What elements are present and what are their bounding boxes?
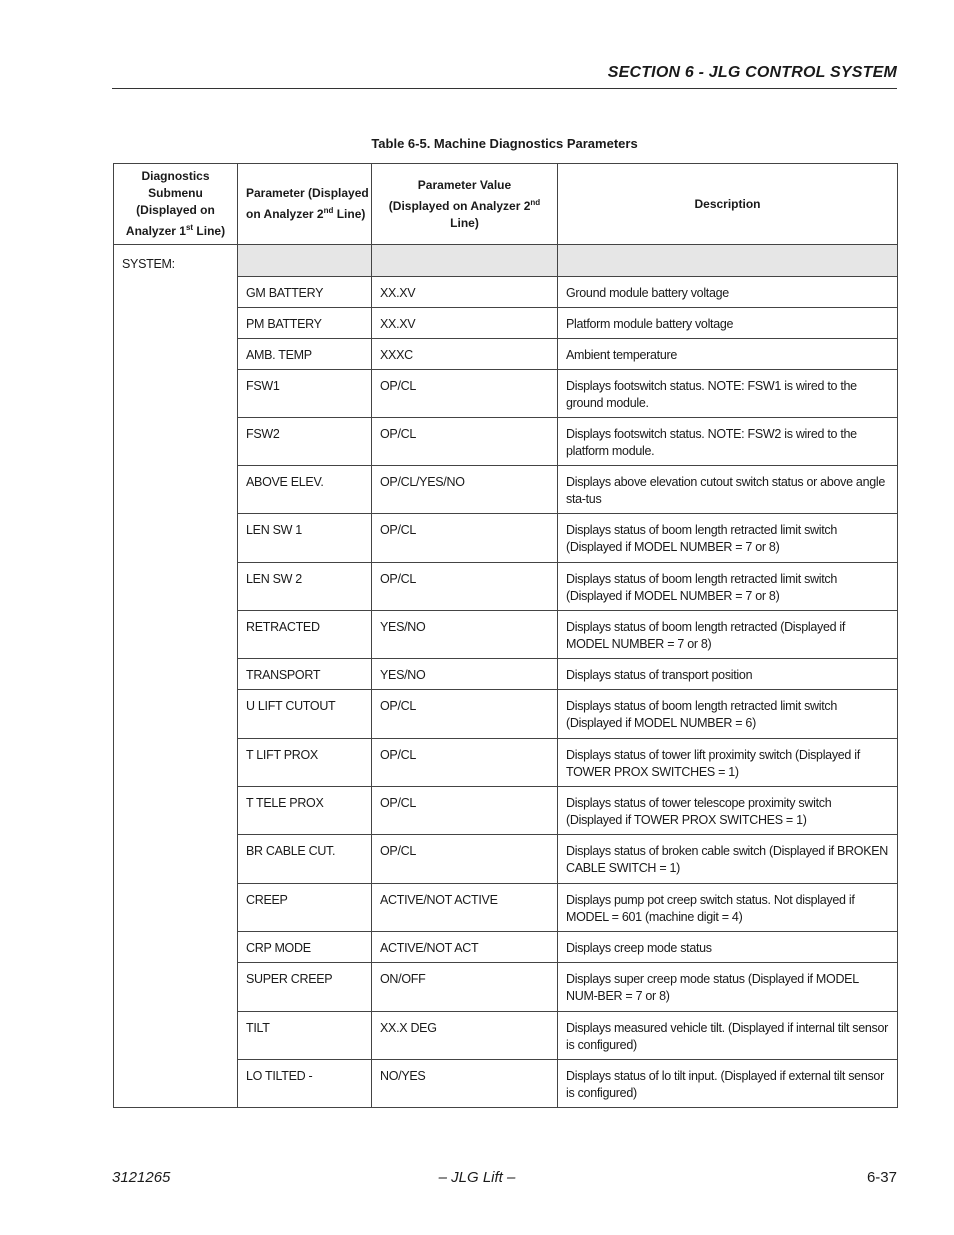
description-text: Displays status of broken cable switch (Displayed if BROKEN CABLE SWITCH = 1) (566, 844, 889, 875)
description-text: Displays status of lo tilt input. (Displayed if external tilt sensor is configured) (566, 1069, 884, 1100)
parameter-cell (238, 466, 372, 514)
value-text: OP/CL (380, 699, 417, 713)
value-text: OP/CL/YES/NO (380, 475, 465, 489)
parameter-text: AMB. TEMP (246, 348, 312, 362)
parameter-cell (238, 514, 372, 563)
header-value-line: (Displayed on Analyzer 2 (388, 198, 531, 213)
description-cell (558, 370, 898, 418)
value-text: OP/CL (380, 844, 417, 858)
value-text: OP/CL (380, 572, 417, 586)
parameter-cell (238, 963, 372, 1012)
description-cell (558, 339, 898, 370)
value-text: OP/CL (380, 748, 417, 762)
parameter-text: RETRACTED (246, 620, 320, 634)
description-cell (558, 277, 898, 308)
value-cell (372, 787, 558, 835)
description-text: Ambient temperature (566, 348, 678, 362)
header-submenu (114, 164, 238, 245)
parameter-cell (238, 739, 372, 787)
header-value-line: Line) (450, 215, 479, 230)
parameter-text: FSW2 (246, 427, 280, 441)
description-cell (558, 835, 898, 884)
parameter-cell (238, 277, 372, 308)
submenu-cell (114, 245, 238, 1108)
section-title: SECTION 6 - JLG CONTROL SYSTEM (607, 64, 897, 81)
value-text: ON/OFF (380, 972, 426, 986)
value-text: XXXC (380, 348, 413, 362)
description-text: Displays status of boom length retracted (Displayed if MODEL NUMBER = 7 or 8) (566, 620, 846, 651)
value-text: XX.XV (380, 317, 416, 331)
parameter-cell (238, 835, 372, 884)
value-cell (372, 884, 558, 932)
parameter-cell (238, 1012, 372, 1060)
value-text: ACTIVE/NOT ACTIVE (380, 893, 498, 907)
parameter-text: TILT (246, 1021, 270, 1035)
description-text: Displays status of tower lift proximity switch (Displayed if TOWER PROX SWITCHES = 1) (566, 748, 860, 779)
parameter-cell (238, 1060, 372, 1108)
value-text: ACTIVE/NOT ACT (380, 941, 479, 955)
description-cell (558, 611, 898, 659)
parameter-cell (238, 308, 372, 339)
table-row (114, 245, 898, 277)
value-cell (372, 514, 558, 563)
value-cell (372, 418, 558, 466)
description-cell (558, 466, 898, 514)
shaded-cell (372, 245, 558, 277)
value-text: NO/YES (380, 1069, 426, 1083)
value-cell (372, 659, 558, 690)
parameter-text: FSW1 (246, 379, 280, 393)
description-text: Displays measured vehicle tilt. (Displayed if internal tilt sensor is configured) (566, 1021, 889, 1052)
parameter-text: LEN SW 2 (246, 572, 302, 586)
diagnostics-table (113, 163, 898, 1108)
value-text: OP/CL (380, 427, 417, 441)
description-cell (558, 1012, 898, 1060)
parameter-cell (238, 370, 372, 418)
parameter-text: ABOVE ELEV. (246, 475, 324, 489)
parameter-text: U LIFT CUTOUT (246, 699, 336, 713)
description-cell (558, 563, 898, 611)
header-submenu-line: Submenu (148, 186, 203, 200)
value-cell (372, 466, 558, 514)
description-text: Displays status of boom length retracted limit switch (Displayed if MODEL NUMBER = 7 or 8) (566, 572, 838, 603)
value-cell (372, 339, 558, 370)
value-text: OP/CL (380, 379, 417, 393)
value-text: YES/NO (380, 620, 426, 634)
value-text: OP/CL (380, 796, 417, 810)
parameter-text: SUPER CREEP (246, 972, 333, 986)
parameter-cell (238, 659, 372, 690)
parameter-cell (238, 884, 372, 932)
parameter-cell (238, 339, 372, 370)
header-parameter-line: Parameter (Displayed (246, 186, 369, 200)
description-cell (558, 418, 898, 466)
description-text: Displays above elevation cutout switch status or above angle sta-tus (566, 475, 886, 506)
page-number: 6-37 (866, 1169, 897, 1186)
description-cell (558, 308, 898, 339)
description-text: Displays super creep mode status (Displayed if MODEL NUM-BER = 7 or 8) (566, 972, 859, 1003)
value-text: XX.XV (380, 286, 416, 300)
description-cell (558, 659, 898, 690)
value-cell (372, 835, 558, 884)
parameter-text: CRP MODE (246, 941, 311, 955)
header-parameter (238, 164, 372, 245)
header-rule (112, 88, 897, 89)
value-cell (372, 932, 558, 963)
description-text: Displays status of tower telescope proximity switch (Displayed if TOWER PROX SWITCHES = 1) (566, 796, 832, 827)
doc-number: 3121265 (112, 1169, 171, 1186)
value-cell (372, 963, 558, 1012)
value-cell (372, 563, 558, 611)
description-text: Displays status of transport position (566, 668, 753, 682)
header-value (372, 164, 558, 245)
value-text: XX.X DEG (380, 1021, 437, 1035)
parameter-text: T LIFT PROX (246, 748, 318, 762)
description-text: Displays status of boom length retracted limit switch (Displayed if MODEL NUMBER = 7 or 8) (566, 523, 838, 554)
parameter-text: GM BATTERY (246, 286, 324, 300)
value-cell (372, 308, 558, 339)
description-cell (558, 739, 898, 787)
parameter-cell (238, 932, 372, 963)
parameter-cell (238, 563, 372, 611)
footer-brand: – JLG Lift – (438, 1169, 516, 1186)
description-cell (558, 884, 898, 932)
value-cell (372, 1012, 558, 1060)
shaded-cell (558, 245, 898, 277)
header-value-line: Parameter Value (417, 177, 512, 192)
value-text: OP/CL (380, 523, 417, 537)
header-submenu-line: Line) (193, 224, 226, 238)
parameter-cell (238, 787, 372, 835)
description-text: Displays footswitch status. NOTE: FSW2 is wired to the platform module. (566, 427, 857, 458)
description-cell (558, 787, 898, 835)
description-cell (558, 963, 898, 1012)
header-description: Description (558, 164, 898, 245)
header-submenu-sup: st (185, 223, 194, 232)
parameter-text: PM BATTERY (246, 317, 322, 331)
value-cell (372, 370, 558, 418)
header-parameter-sup: nd (323, 206, 334, 215)
header-parameter-line: Line) (333, 207, 366, 221)
description-text: Platform module battery voltage (566, 317, 734, 331)
value-cell (372, 611, 558, 659)
description-text: Displays footswitch status. NOTE: FSW1 is wired to the ground module. (566, 379, 857, 410)
shaded-cell (238, 245, 372, 277)
description-cell (558, 690, 898, 739)
value-cell (372, 1060, 558, 1108)
description-cell (558, 1060, 898, 1108)
value-cell (372, 690, 558, 739)
submenu-label: SYSTEM: (122, 257, 175, 271)
header-parameter-line: on Analyzer 2 (246, 207, 324, 221)
parameter-text: TRANSPORT (246, 668, 321, 682)
parameter-cell (238, 418, 372, 466)
parameter-cell (238, 611, 372, 659)
table-header-row (114, 164, 898, 245)
parameter-text: BR CABLE CUT. (246, 844, 336, 858)
description-text: Displays creep mode status (566, 941, 712, 955)
value-cell (372, 277, 558, 308)
header-submenu-line: Diagnostics (141, 169, 210, 183)
parameter-text: LO TILTED - (246, 1069, 313, 1083)
description-cell (558, 514, 898, 563)
parameter-text: CREEP (246, 893, 288, 907)
header-submenu-line: Analyzer 1 (125, 224, 186, 238)
value-text: YES/NO (380, 668, 426, 682)
parameter-text: LEN SW 1 (246, 523, 302, 537)
parameter-text: T TELE PROX (246, 796, 324, 810)
description-text: Ground module battery voltage (566, 286, 729, 300)
value-cell (372, 739, 558, 787)
description-text: Displays status of boom length retracted limit switch (Displayed if MODEL NUMBER = 6) (566, 699, 838, 730)
header-submenu-line: (Displayed on (136, 203, 215, 217)
header-value-sup: nd (530, 197, 541, 207)
table-caption: Table 6-5. Machine Diagnostics Parameters (371, 136, 638, 151)
description-text: Displays pump pot creep switch status. Not displayed if MODEL = 601 (machine digit = 4) (566, 893, 855, 924)
description-cell (558, 932, 898, 963)
parameter-cell (238, 690, 372, 739)
